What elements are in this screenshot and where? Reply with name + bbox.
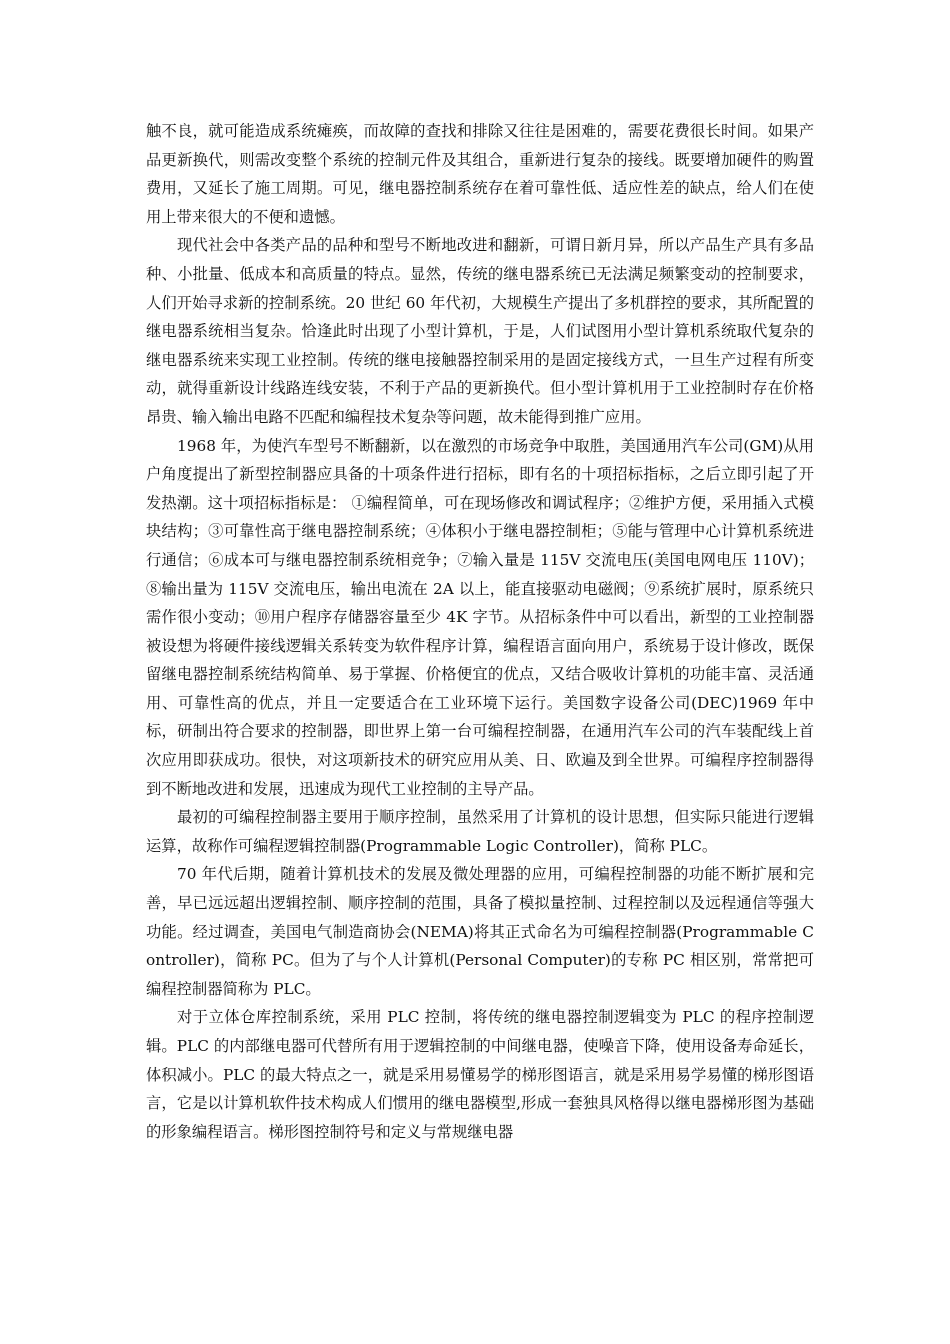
paragraph-1: 触不良，就可能造成系统瘫痪，而故障的查找和排除又往往是困难的，需要花费很长时间。如果产品更新换代，则需改变整个系统的控制元件及其组合，重新进行复杂的接线。既要增加硬件的购置费用，又延长了施工周期。可见，继电器控制系统存在着可靠性低、适应性差的缺点，给人们在使用上带来很大的不便和遗憾。 xyxy=(146,122,814,226)
paragraph-6: 对于立体仓库控制系统，采用 PLC 控制，将传统的继电器控制逻辑变为 PLC 的程序控制逻辑。PLC 的内部继电器可代替所有用于逻辑控制的中间继电器，使噪音下降，使用设备寿命延长，体积减小。PLC 的最大特点之一，就是采用易懂易学的梯形图语言，就是采用易学易懂的梯形图语言，它是以计算机软件技术构成人们惯用的继电器模型,形成一套独具风格得以继电器梯形图为基础的形象编程语言。梯形图控制符号和定义与常规继电器 xyxy=(146,1008,814,1141)
paragraph-2: 现代社会中各类产品的品种和型号不断地改进和翻新，可谓日新月异，所以产品生产具有多品种、小批量、低成本和高质量的特点。显然，传统的继电器系统已无法满足频繁变动的控制要求，人们开始寻求新的控制系统。20 世纪 60 年代初，大规模生产提出了多机群控的要求，其所配置的继电器系统相当复杂。恰逢此时出现了小型计算机，于是，人们试图用小型计算机系统取代复杂的继电器系统来实现工业控制。传统的继电接触器控制采用的是固定接线方式，一旦生产过程有所变动，就得重新设计线路连线安装，不利于产品的更新换代。但小型计算机用于工业控制时存在价格昂贵、输入输出电路不匹配和编程技术复杂等问题，故未能得到推广应用。 xyxy=(146,236,814,426)
paragraph-4: 最初的可编程控制器主要用于顺序控制，虽然采用了计算机的设计思想，但实际只能进行逻辑运算，故称作可编程逻辑控制器(Programmable Logic Controller)，简称 PLC。 xyxy=(146,808,814,855)
paragraph-3: 1968 年，为使汽车型号不断翻新，以在激烈的市场竞争中取胜，美国通用汽车公司(GM)从用户角度提出了新型控制器应具备的十项条件进行招标，即有名的十项招标指标，之后立即引起了开发热潮。这十项招标指标是： ①编程简单，可在现场修改和调试程序；②维护方便，采用插入式模块结构；③可靠性高于继电器控制系统；④体积小于继电器控制柜；⑤能与管理中心计算机系统进行通信；⑥成本可与继电器控制系统相竞争；⑦输入量是 115V 交流电压(美国电网电压 110V)；⑧输出量为 115V 交流电压，输出电流在 2A 以上，能直接驱动电磁阀；⑨系统扩展时，原系统只需作很小变动；⑩用户程序存储器容量至少 4K 字节。从招标条件中可以看出，新型的工业控制器被设想为将硬件接线逻辑关系转变为软件程序计算，编程语言面向用户，系统易于设计修改，既保留继电器控制系统结构简单、易于掌握、价格便宜的优点，又结合吸收计算机的功能丰富、灵活通用、可靠性高的优点，并且一定要适合在工业环境下运行。美国数字设备公司(DEC)1969 年中标，研制出符合要求的控制器，即世界上第一台可编程控制器，在通用汽车公司的汽车装配线上首次应用即获成功。很快，对这项新技术的研究应用从美、日、欧遍及到全世界。可编程序控制器得到不断地改进和发展，迅速成为现代工业控制的主导产品。 xyxy=(146,436,814,798)
paragraph-5: 70 年代后期，随着计算机技术的发展及微处理器的应用，可编程控制器的功能不断扩展和完善，早已远远超出逻辑控制、顺序控制的范围，具备了模拟量控制、过程控制以及远程通信等强大功能。经过调查，美国电气制造商协会(NEMA)将其正式命名为可编程控制器(Programmable Controller)，简称 PC。但为了与个人计算机(Personal Computer)的专称 PC 相区别，常常把可编程控制器简称为 PLC。 xyxy=(146,865,814,998)
body-text xyxy=(146,117,814,1146)
